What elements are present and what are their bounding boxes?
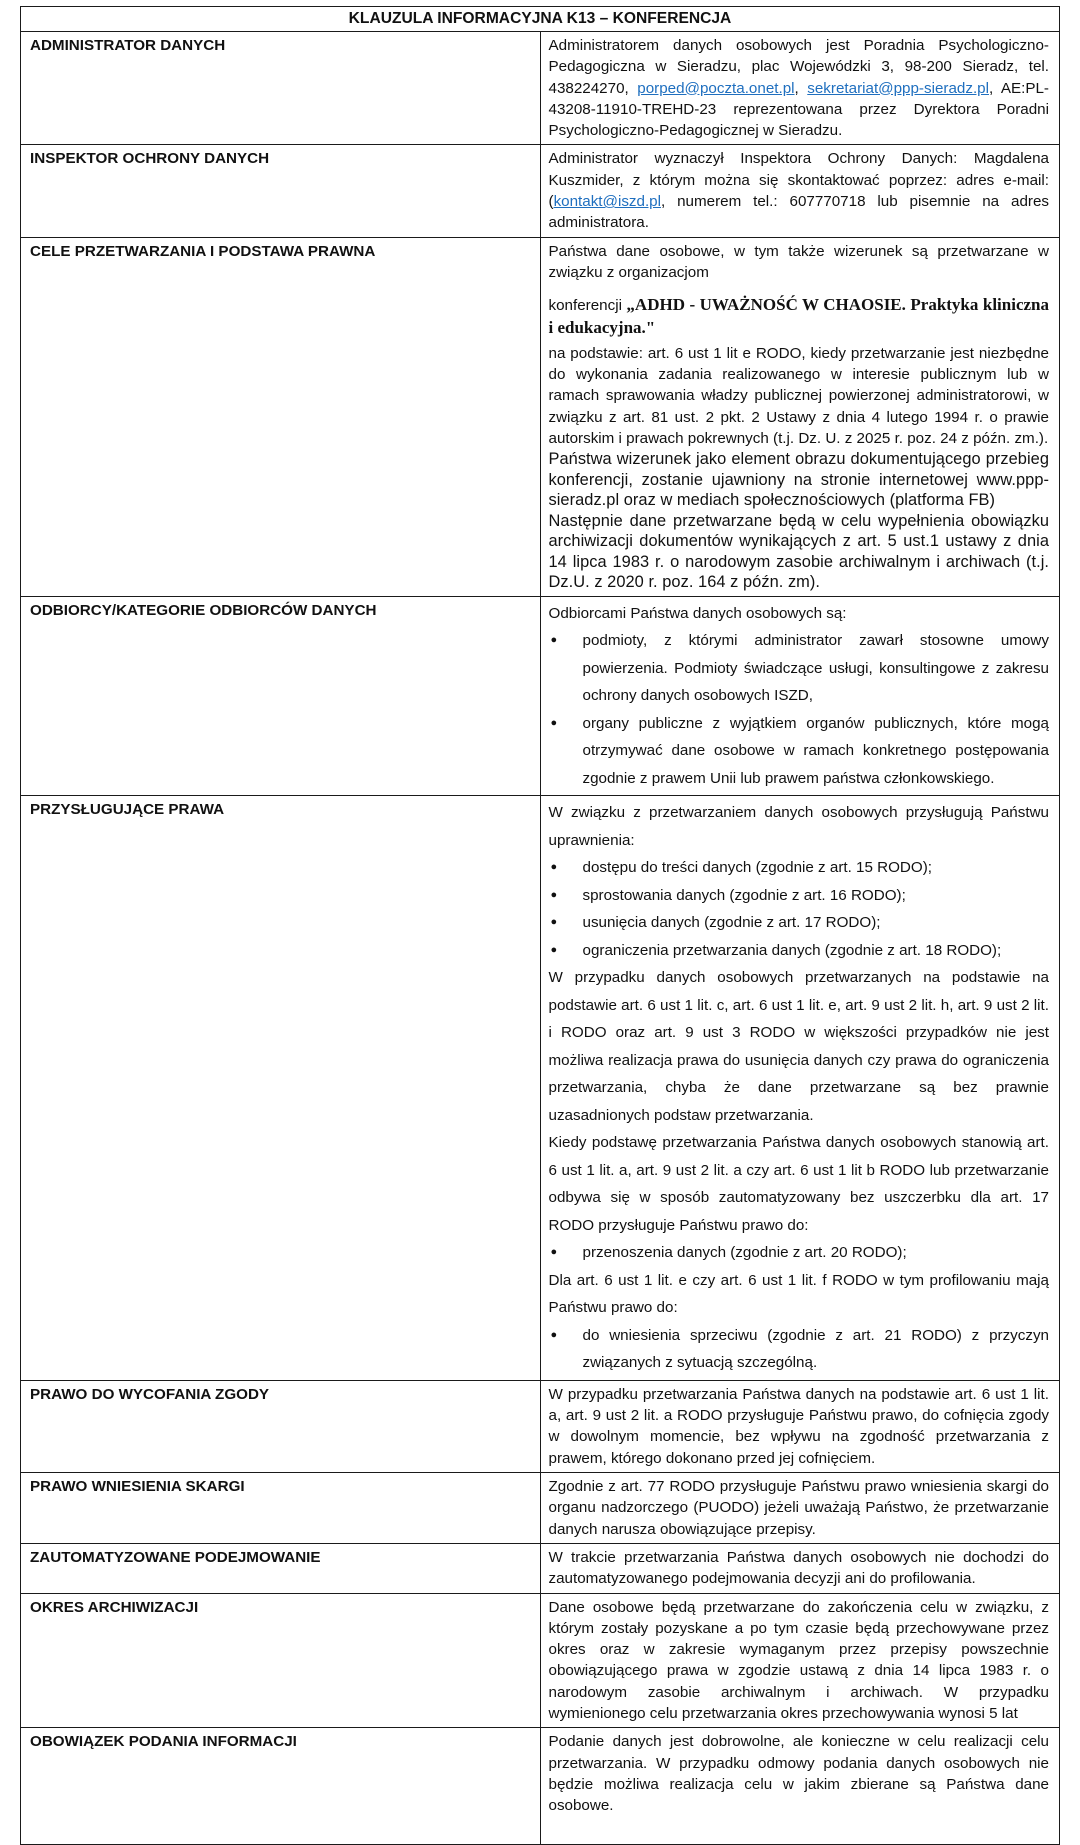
row-content-complaint: Zgodnie z art. 77 RODO przysługuje Państwu prawo wniesienia skargi do organu nadzorczego (PUODO) jeżeli uważają Państwo, że przetwarzanie danych narusza obowiązujące przepisy.: [540, 1473, 1060, 1544]
list-item: ● sprostowania danych (zgodnie z art. 16 RODO);: [549, 882, 1050, 910]
row-complaint: [21, 1473, 1060, 1544]
list-item: ● usunięcia danych (zgodnie z art. 17 RODO);: [549, 909, 1050, 937]
row-label-recipients: ODBIORCY/KATEGORIE ODBIORCÓW DANYCH: [21, 596, 541, 796]
row-label-archiving-period: OKRES ARCHIWIZACJI: [21, 1593, 541, 1728]
row-consent-withdrawal: [21, 1380, 1060, 1472]
recipients-intro: Odbiorcami Państwa danych osobowych są:: [548, 604, 847, 622]
rights-portability-intro: Kiedy podstawę przetwarzania Państwa danych osobowych stanowią art. 6 ust 1 lit. a, art. 9 ust 2 lit. a czy art. 6 ust 1 lit b RODO lub przetwarzanie odbywa się w sposób zautomatyzowany bez uszczerbku dla art. 17 RODO przysługuje Państwu prawo do:: [548, 1134, 1049, 1234]
row-content-administrator: Administratorem danych osobowych jest Poradnia Psychologiczno-Pedagogiczna w Sieradzu, plac Wojewódzki 3, 98-200 Sieradz, tel. 438224270, porped@poczta.onet.pl, sekretariat@ppp-sieradz.pl, AE:PL-43208-11910-TREHD-23 reprezentowana przez Dyrektora Poradni Psychologiczno-Pedagogicznej w Sieradzu.: [540, 32, 1060, 145]
admin-email-link[interactable]: porped@poczta.onet.pl: [637, 79, 795, 97]
list-item: ● podmioty, z którymi administrator zawarł stosowne umowy powierzenia. Podmioty świadczące usługi, konsultingowe z zakresu ochrony danych osobowych ISZD,: [549, 627, 1050, 710]
document-title: KLAUZULA INFORMACYJNA K13 – KONFERENCJA: [21, 7, 1060, 32]
row-archiving-period: [21, 1593, 1060, 1728]
row-label-rights: PRZYSŁUGUJĄCE PRAWA: [21, 796, 541, 1381]
list-item: ● organy publiczne z wyjątkiem organów publicznych, które mogą otrzymywać dane osobowe w ramach konkretnego postępowania zgodnie z prawem Unii lub prawem państwa członkowskiego.: [549, 710, 1050, 793]
admin-text: Administratorem danych osobowych jest Poradnia Psychologiczno-Pedagogiczna w Sieradzu, plac Wojewódzki 3, 98-200 Sieradz, tel. 438224270,: [548, 37, 1049, 97]
iod-email-link[interactable]: kontakt@iszd.pl: [553, 193, 661, 211]
row-content-consent-withdrawal: W przypadku przetwarzania Państwa danych na podstawie art. 6 ust 1 lit. a, art. 9 ust 2 lit. a RODO przysługuje Państwu prawo, do cofnięcia zgody w dowolnym momencie, bez wpływu na zgodność przetwarzania z prawem, którego dokonano przed jej cofnięciem.: [540, 1380, 1060, 1472]
row-automated-decisions: [21, 1543, 1060, 1593]
list-item: ● dostępu do treści danych (zgodnie z art. 15 RODO);: [549, 854, 1050, 882]
list-item: ● do wniesienia sprzeciwu (zgodnie z art. 21 RODO) z przyczyn związanych z sytuacją szczególną.: [549, 1322, 1050, 1377]
row-content-purposes: [540, 237, 1060, 596]
row-label-consent-withdrawal: PRAWO DO WYCOFANIA ZGODY: [21, 1380, 541, 1472]
row-purposes: [21, 237, 1060, 596]
row-content-automated-decisions: W trakcie przetwarzania Państwa danych osobowych nie dochodzi do zautomatyzowanego podejmowania decyzji ani do profilowania.: [540, 1543, 1060, 1593]
row-rights: [21, 796, 1060, 1381]
rights-list: [549, 854, 1050, 964]
archiving-text: Następnie dane przetwarzane będą w celu wypełnienia obowiązku archiwizacji dokumentów wynikających z art. 5 ust.1 ustawy z dnia 14 lipca 1983 r. o narodowym zasobie archiwalnym i archiwach (t.j. Dz.U. z 2020 r. poz. 164 z późn. zm).: [548, 511, 1049, 592]
purposes-intro: Państwa dane osobowe, w tym także wizerunek są przetwarzane w związku z organizacjom: [548, 242, 1049, 281]
row-label-automated-decisions: ZAUTOMATYZOWANE PODEJMOWANIE: [21, 1543, 541, 1593]
row-recipients: [21, 596, 1060, 796]
recipients-list: [549, 627, 1050, 792]
iod-text: Administrator wyznaczył Inspektora Ochrony Danych: Magdalena Kuszmider, z którym można się skontaktować poprzez: adres e-mail: (: [548, 150, 1049, 211]
secretariat-email-link[interactable]: sekretariat@ppp-sieradz.pl: [807, 79, 989, 97]
rights-intro: W związku z przetwarzaniem danych osobowych przysługują Państwu uprawnienia:: [548, 804, 1049, 849]
information-clause-table: [20, 6, 1060, 1845]
legal-basis-text: na podstawie: art. 6 ust 1 lit e RODO, kiedy przetwarzanie jest niezbędne do wykonania zadania realizowanego w interesie publicznym lub w ramach sprawowania władzy publicznej powierzonej administratorowi, w związku z art. 81 ust. 2 pkt. 2 Ustawy z dnia 4 lutego 1994 r. o prawie autorskim i prawach pokrewnych (t.j. Dz. U. z 2025 r. poz. 24 z późn. zm.).: [548, 344, 1049, 448]
conference-line: konferencji „ADHD - UWAŻNOŚĆ W CHAOSIE. Praktyka kliniczna i edukacyjna.": [548, 295, 1050, 337]
document: [20, 6, 1060, 1845]
list-item: ● ograniczenia przetwarzania danych (zgodnie z art. 18 RODO);: [549, 937, 1050, 965]
row-label-administrator: ADMINISTRATOR DANYCH: [21, 32, 541, 145]
row-data-protection-officer: [21, 145, 1060, 237]
row-content-archiving-period: Dane osobowe będą przetwarzane do zakończenia celu w związku, z którym zostały pozyskane a po tym czasie będą przechowywane przez okres oraz w zakresie wymaganym przez przepisy powszechnie obowiązującego prawa w zgodzie ustawą z dnia 14 lipca 1983 r. o narodowym zasobie archiwalnym i archiwach. W przypadku wymienionego celu przetwarzania okres przechowywania wynosi 5 lat: [540, 1593, 1060, 1728]
row-content-rights: [540, 796, 1060, 1381]
row-label-complaint: PRAWO WNIESIENIA SKARGI: [21, 1473, 541, 1544]
rights-exceptions-text: W przypadku danych osobowych przetwarzanych na podstawie na podstawie art. 6 ust 1 lit. c, art. 6 ust 1 lit. e, art. 9 ust 2 lit. h, art. 9 ust 2 lit. i RODO oraz art. 9 ust 3 RODO w większości przypadków nie jest możliwa realizacja prawa do usunięcia danych czy prawa do ograniczenia przetwarzania, chyba że dane przetwarzane są bez prawnie uzasadnionych podstaw przetwarzania.: [548, 969, 1049, 1124]
title-row: [21, 7, 1060, 32]
image-publication-text: Państwa wizerunek jako element obrazu dokumentującego przebieg konferencji, zostanie ujawniony na stronie internetowej www.ppp-sieradz.pl oraz w mediach społecznościowych (platforma FB): [548, 450, 1049, 510]
row-label-data-protection-officer: INSPEKTOR OCHRONY DANYCH: [21, 145, 541, 237]
rights-objection-intro: Dla art. 6 ust 1 lit. e czy art. 6 ust 1 lit. f RODO w tym profilowaniu mają Państwu prawo do:: [548, 1271, 1049, 1317]
row-label-purposes: CELE PRZETWARZANIA I PODSTAWA PRAWNA: [21, 237, 541, 596]
list-item: ● przenoszenia danych (zgodnie z art. 20 RODO);: [549, 1239, 1050, 1267]
row-content-data-protection-officer: Administrator wyznaczył Inspektora Ochrony Danych: Magdalena Kuszmider, z którym można się skontaktować poprzez: adres e-mail: (kontakt@iszd.pl, numerem tel.: 607770718 lub pisemnie na adres administratora.: [540, 145, 1060, 237]
row-label-obligation: OBOWIĄZEK PODANIA INFORMACJI: [21, 1728, 541, 1845]
row-content-obligation: Podanie danych jest dobrowolne, ale konieczne w celu realizacji celu przetwarzania. W przypadku odmowy podania danych osobowych nie będzie możliwa realizacja celu w jakim zbierane są Państwa dane osobowe.: [540, 1728, 1060, 1845]
conference-title: „ADHD - UWAŻNOŚĆ W CHAOSIE. Praktyka kliniczna i edukacyjna.": [548, 295, 1050, 337]
row-obligation: [21, 1728, 1060, 1845]
row-administrator: [21, 32, 1060, 145]
row-content-recipients: [540, 596, 1060, 796]
